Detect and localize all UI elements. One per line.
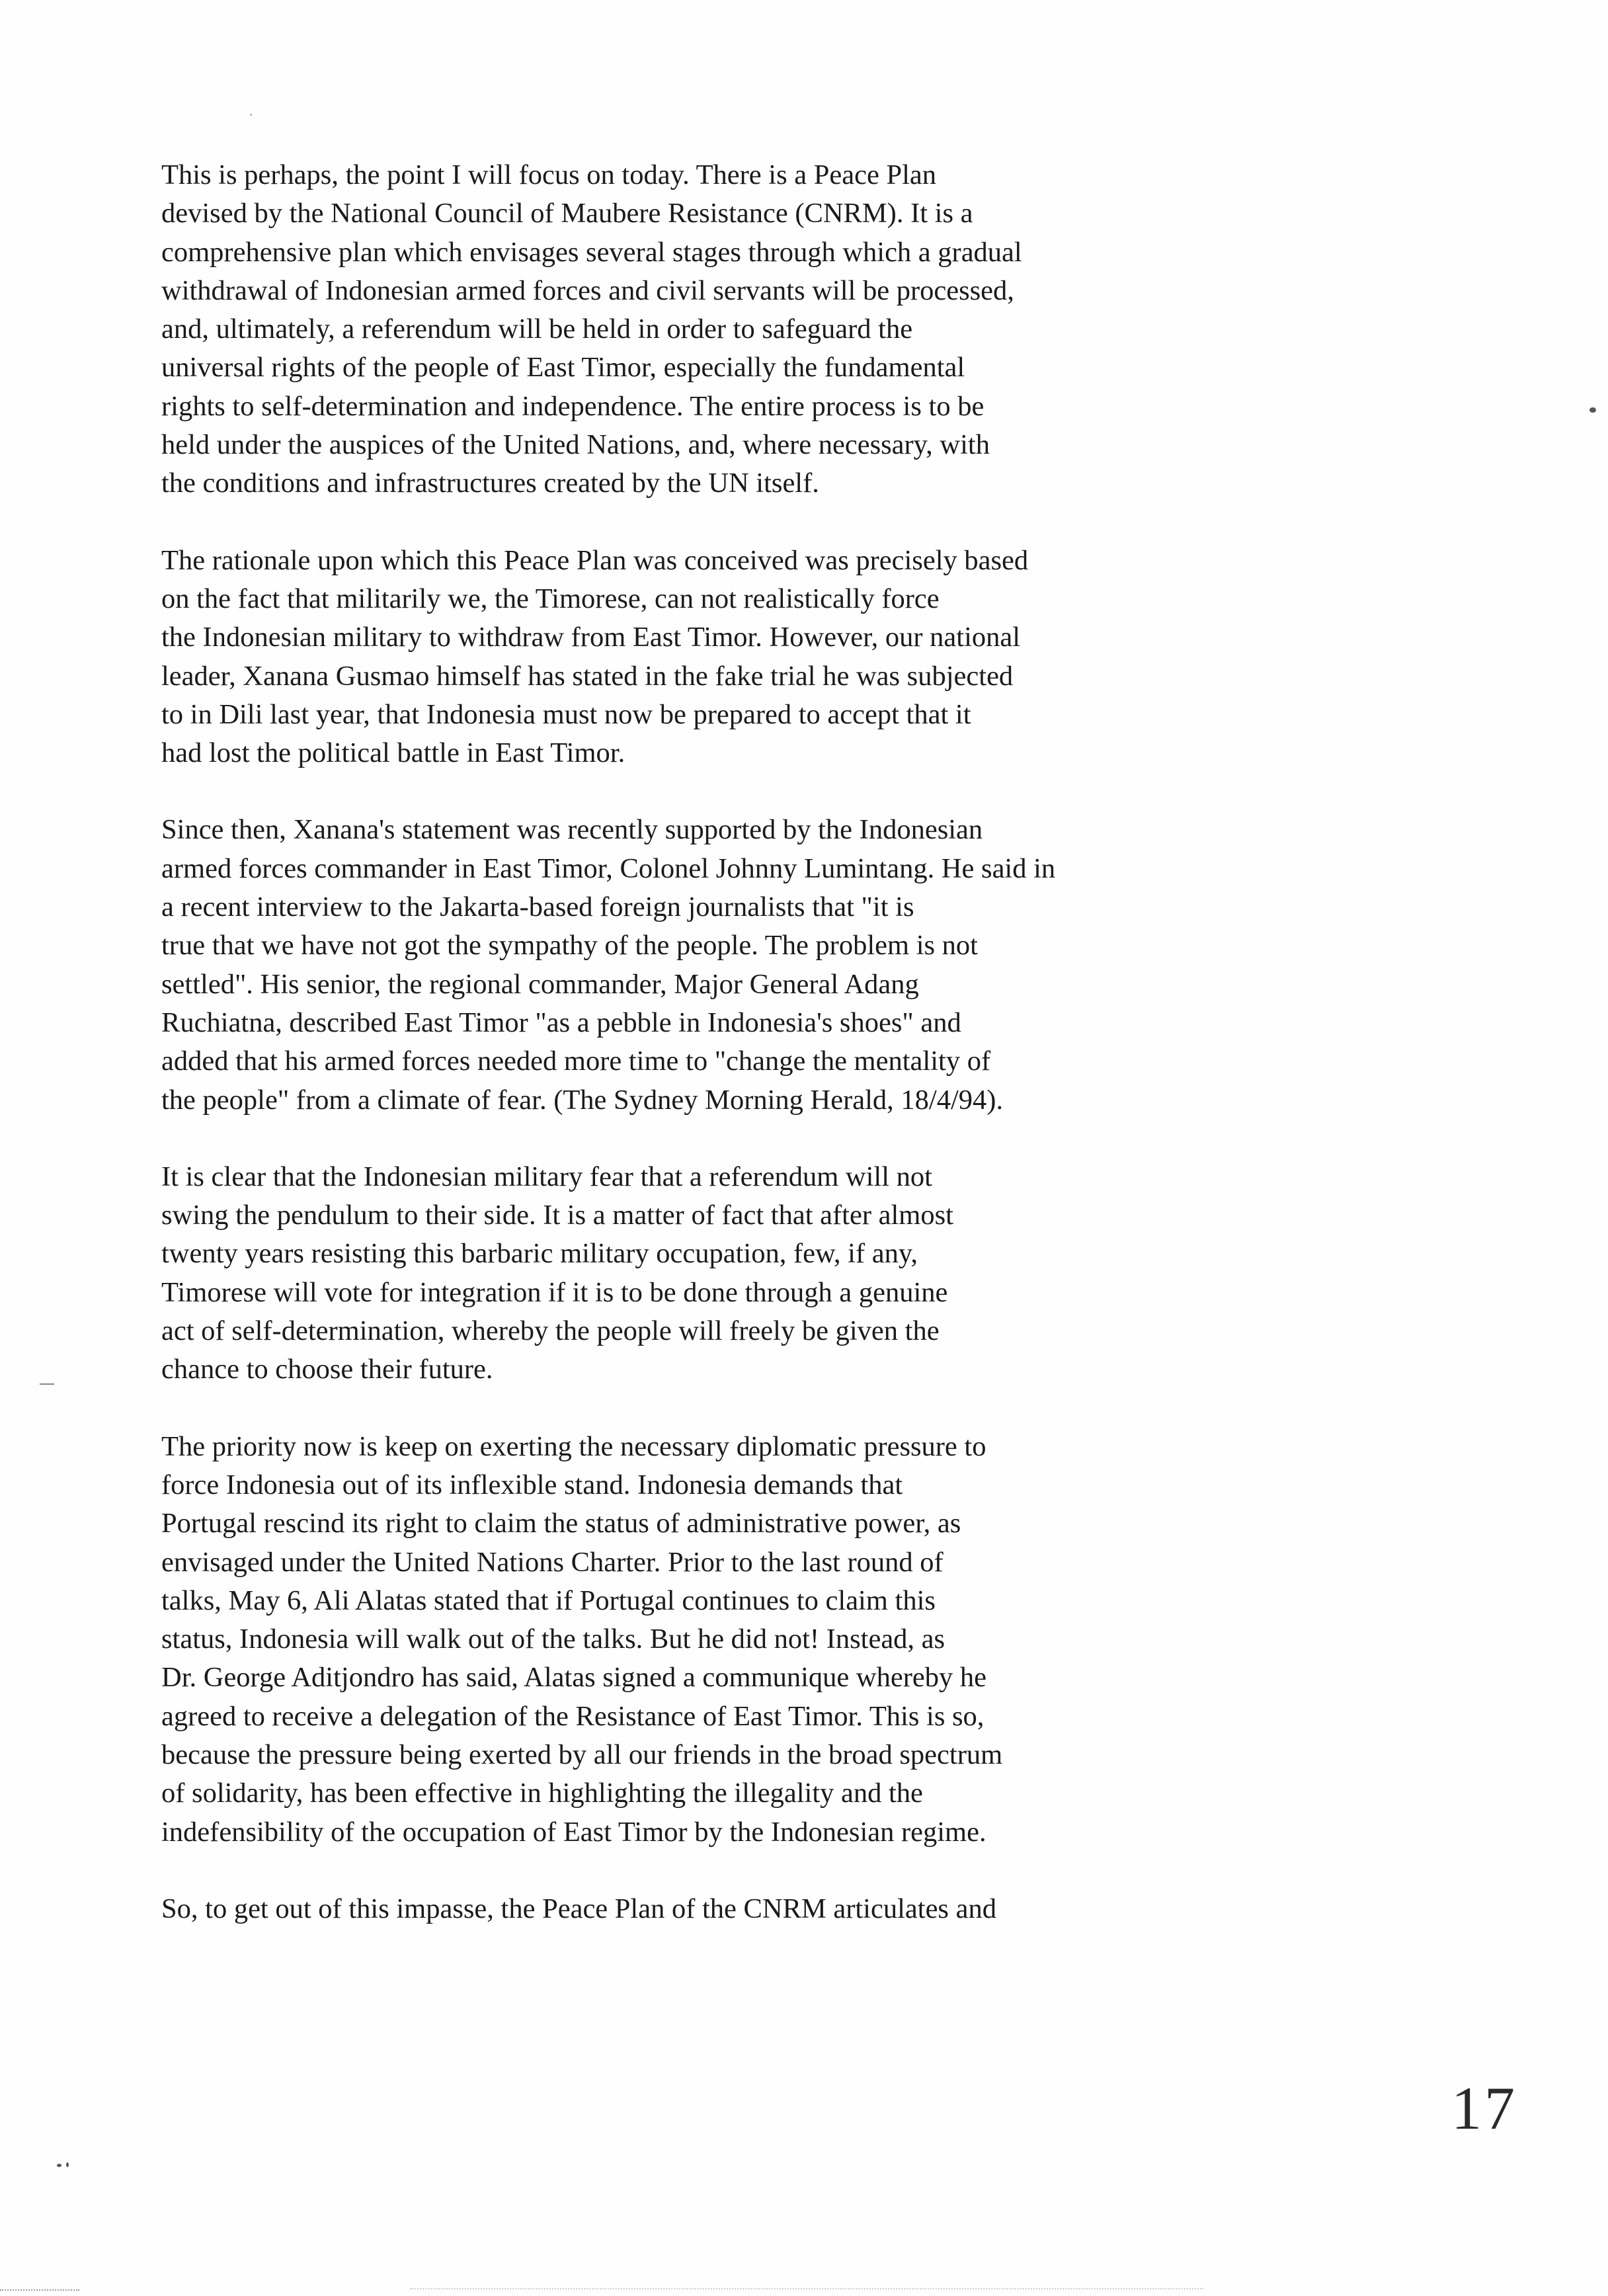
- page-number: 17: [1451, 2074, 1517, 2142]
- text-line: Since then, Xanana's statement was recently supported by the Indonesian: [161, 814, 983, 846]
- scan-speck: [40, 1383, 54, 1385]
- text-line: Timorese will vote for integration if it is to be done through a genuine: [161, 1276, 948, 1308]
- paragraph-referendum-fear: [161, 1158, 1299, 1389]
- text-line: twenty years resisting this barbaric military occupation, few, if any,: [161, 1238, 918, 1270]
- scan-speck: [57, 2164, 61, 2167]
- text-line: devised by the National Council of Maubere Resistance (CNRM). It is a: [161, 198, 973, 229]
- text-line: true that we have not got the sympathy of the people. The problem is not: [161, 930, 978, 962]
- text-line: envisaged under the United Nations Charter. Prior to the last round of: [161, 1546, 944, 1578]
- text-line: This is perhaps, the point I will focus on today. There is a Peace Plan: [161, 159, 937, 190]
- scan-edge-mark: [0, 2289, 79, 2292]
- text-line: the conditions and infrastructures created by the UN itself.: [161, 468, 819, 499]
- text-line: Portugal rescind its right to claim the status of administrative power, as: [161, 1508, 961, 1539]
- text-line: rights to self-determination and independence. The entire process is to be: [161, 390, 985, 422]
- text-line: because the pressure being exerted by all our friends in the broad spectrum: [161, 1739, 1003, 1770]
- scan-speck: [66, 2162, 69, 2167]
- text-line: of solidarity, has been effective in highlighting the illegality and the: [161, 1778, 923, 1809]
- paragraph-diplomatic-pressure: [161, 1428, 1299, 1852]
- paragraph-xanana-statement: [161, 811, 1299, 1119]
- text-line: leader, Xanana Gusmao himself has stated in the fake trial he was subjected: [161, 660, 1014, 692]
- text-line: to in Dili last year, that Indonesia must now be prepared to accept that it: [161, 698, 971, 730]
- document-body: [161, 156, 1299, 1967]
- text-line: and, ultimately, a referendum will be held in order to safeguard the: [161, 313, 913, 345]
- text-line: the Indonesian military to withdraw from East Timor. However, our national: [161, 622, 1021, 653]
- text-line: indefensibility of the occupation of East Timor by the Indonesian regime.: [161, 1816, 986, 1848]
- text-line: the people" from a climate of fear. (The Sydney Morning Herald, 18/4/94).: [161, 1084, 1004, 1116]
- text-line: held under the auspices of the United Nations, and, where necessary, with: [161, 429, 990, 461]
- paragraph-impasse: [161, 1890, 1299, 1928]
- text-line: It is clear that the Indonesian military fear that a referendum will not: [161, 1161, 932, 1192]
- text-line: So, to get out of this impasse, the Peace Plan of the CNRM articulates and: [161, 1893, 996, 1924]
- paragraph-peace-plan: [161, 156, 1299, 503]
- text-line: talks, May 6, Ali Alatas stated that if Portugal continues to claim this: [161, 1584, 936, 1616]
- text-line: chance to choose their future.: [161, 1354, 493, 1385]
- text-line: agreed to receive a delegation of the Resistance of East Timor. This is so,: [161, 1700, 985, 1732]
- text-line: withdrawal of Indonesian armed forces and civil servants will be processed,: [161, 274, 1014, 306]
- text-line: universal rights of the people of East Timor, especially the fundamental: [161, 352, 965, 384]
- text-line: The rationale upon which this Peace Plan was conceived was precisely based: [161, 544, 1029, 576]
- text-line: status, Indonesia will walk out of the talks. But he did not! Instead, as: [161, 1623, 945, 1655]
- text-line: comprehensive plan which envisages several stages through which a gradual: [161, 236, 1022, 268]
- text-line: on the fact that militarily we, the Timorese, can not realistically force: [161, 583, 940, 614]
- text-line: act of self-determination, whereby the people will freely be given the: [161, 1315, 940, 1347]
- scan-speck: [250, 114, 252, 116]
- text-line: Dr. George Aditjondro has said, Alatas signed a communique whereby he: [161, 1662, 986, 1694]
- text-line: swing the pendulum to their side. It is a matter of fact that after almost: [161, 1200, 953, 1231]
- text-line: settled". His senior, the regional commander, Major General Adang: [161, 968, 919, 1000]
- scan-edge-mark: [410, 2288, 1203, 2291]
- text-line: armed forces commander in East Timor, Colonel Johnny Lumintang. He said in: [161, 852, 1056, 884]
- text-line: added that his armed forces needed more time to "change the mentality of: [161, 1046, 991, 1077]
- text-line: force Indonesia out of its inflexible stand. Indonesia demands that: [161, 1469, 903, 1500]
- text-line: Ruchiatna, described East Timor "as a pebble in Indonesia's shoes" and: [161, 1006, 961, 1038]
- scan-speck: [1589, 407, 1596, 413]
- paragraph-rationale: [161, 542, 1299, 773]
- text-line: a recent interview to the Jakarta-based foreign journalists that "it is: [161, 891, 914, 923]
- text-line: The priority now is keep on exerting the necessary diplomatic pressure to: [161, 1430, 986, 1462]
- text-line: had lost the political battle in East Timor.: [161, 737, 625, 769]
